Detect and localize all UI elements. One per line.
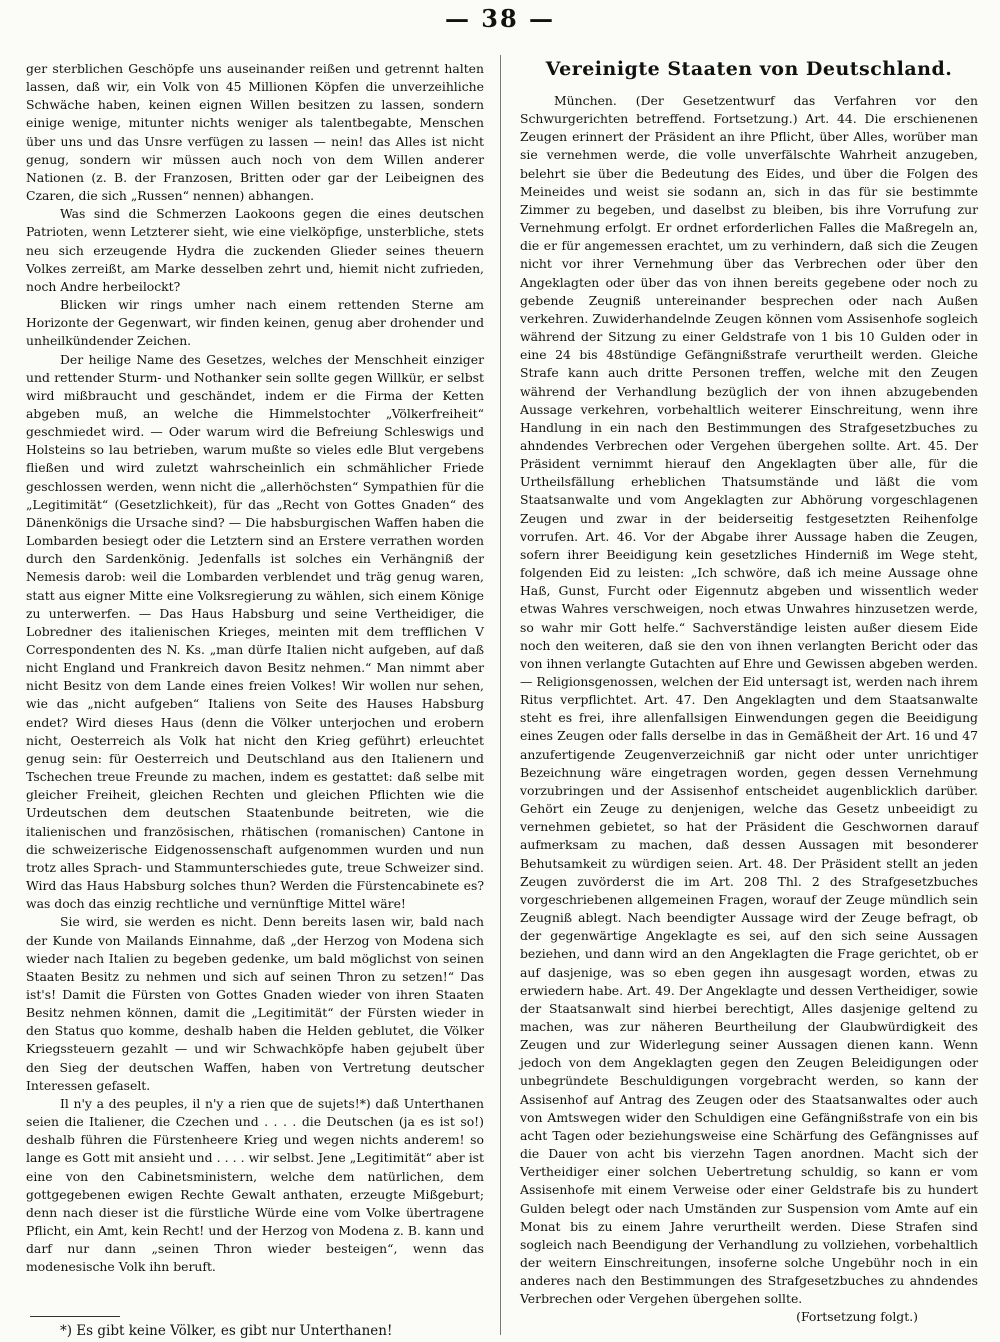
column-divider: [500, 55, 501, 1335]
left-paragraph-1: ger sterblichen Geschöpfe uns auseinander reißen und getrennt halten lassen, daß wir, ein Volk von 45 Millionen Köpfen die unverzeihliche Schwäche haben, keinen eignen Willen besitzen zu lassen, sondern einige wenige, mitunter nichts weniger als talentbegabte, Menschen über uns und das Unsre verfügen zu lassen — nein! das Alles ist nicht genug, sondern wir müssen auch noch von dem Willen anderer Nationen (z. B. der Franzosen, Britten oder gar der Leibeignen des Czaren, die sich „Russen“ nennen) abhangen.: [26, 61, 484, 204]
left-column: [26, 60, 484, 1276]
section-heading: Vereinigte Staaten von Deutschland.: [545, 58, 953, 80]
continuation-note: (Fortsetzung folgt.): [796, 1309, 918, 1325]
left-paragraph-3: Blicken wir rings umher nach einem rettenden Sterne am Horizonte der Gegenwart, wir finden keinen, genug aber drohender und unheilkündender Zeichen.: [26, 297, 484, 349]
page-number: — 38 —: [444, 4, 556, 33]
right-column: [520, 56, 978, 1327]
footnote: *) Es gibt keine Völker, es gibt nur Unterthanen!: [60, 1323, 393, 1339]
right-paragraph-1: München. (Der Gesetzentwurf das Verfahren vor den Schwurgerichten betreffend. Fortsetzung.) Art. 44. Die erschienenen Zeugen erinnert der Präsident an ihre Pflicht, über Alles, worüber man sie vernehmen werde, die volle unverfälschte Wahrheit anzugeben, belehrt sie über die Bedeutung des Eides, und über die Folgen des Meineides und weist sie sodann an, sich in das für sie bestimmte Zimmer zu begeben, und daselbst zu bleiben, bis ihre Vorrufung zur Vernehmung erfolgt. Er ordnet erforderlichen Falles die Maßregeln an, die er für angemessen erachtet, um zu verhindern, daß sich die Zeugen nicht vor ihrer Vernehmung über das Verbrechen oder über den Angeklagten oder über das von ihnen bereits gegebene oder noch zu gebende Zeugniß untereinander besprechen oder nach Außen verkehren. Zuwiderhandelnde Zeugen können vom Assisenhofe sogleich während der Sitzung zu einer Geldstrafe von 1 bis 10 Gulden oder in eine 24 bis 48stündige Gefängnißstrafe verurtheilt werden. Gleiche Strafe kann auch dritte Personen treffen, welche mit den Zeugen während der Verhandlung bezüglich der von ihnen abzugebenden Aussage verkehren, vorbehaltlich weiterer Einschreitung, wenn ihre Handlung in ein nach den Bestimmungen des Strafgesetzbuches zu ahndendes Verbrechen oder Vergehen übergehen sollte. Art. 45. Der Präsident vernimmt hierauf den Angeklagten über alle, für die Urtheilsfällung erheblichen Thatsumstände und läßt die vom Staatsanwalte und vom Angeklagten zur Abhörung vorgeschlagenen Zeugen und zwar in der beiderseitig festgesetzten Reihenfolge vorrufen. Art. 46. Vor der Abgabe ihrer Aussage haben die Zeugen, sofern ihrer Beeidigung kein gesetzliches Hinderniß im Wege steht, folgenden Eid zu leisten: „Ich schwöre, daß ich meine Aussage ohne Haß, Gunst, Furcht oder Eigennutz abgeben und wissentlich weder etwas Wahres verschweigen, noch etwas Unwahres hinzusetzen werde, so wahr mir Gott helfe.“ Sachverständige leisten außer diesem Eide noch den weiteren, daß sie den von ihnen verlangten Bericht oder das von ihnen verlangte Gutachten auf Ehre und Gewissen abgeben werden. — Religionsgenossen, welchen der Eid untersagt ist, werden nach ihrem Ritus verpflichtet. Art. 47. Den Angeklagten und dem Staatsanwalte steht es frei, ihre allenfallsigen Einwendungen gegen die Beeidigung eines Zeugen oder falls derselbe in das in Gemäßheit der Art. 16 und 47 anzufertigende Zeugenverzeichniß gar nicht oder unter unrichtiger Bezeichnung wäre eingetragen worden, gegen dessen Vernehmung vorzubringen und der Assisenhof entscheidet augenblicklich darüber. Gehört ein Zeuge zu denjenigen, welche das Gesetz unbeeidigt zu vernehmen gebietet, so hat der Präsident die Geschwornen darauf aufmerksam zu machen, daß dessen Aussagen mit besonderer Behutsamkeit zu würdigen seien. Art. 48. Der Präsident stellt an jeden Zeugen zuvörderst die im Art. 208 Thl. 2 des Strafgesetzbuches vorgeschriebenen allgemeinen Fragen, worauf der Zeuge mündlich sein Zeugniß ablegt. Nach beendigter Aussage wird der Zeuge befragt, ob der gegenwärtige Angeklagte es sei, auf den sich seine Aussagen beziehen, und dann wird an den Angeklagten die Frage gerichtet, ob er auf dasjenige, was so eben gegen ihn ausgesagt worden, etwas zu erwiedern habe. Art. 49. Der Angeklagte und dessen Vertheidiger, sowie der Staatsanwalt sind hierbei berechtigt, Alles dasjenige geltend zu machen, was zur näheren Beurtheilung der Glaubwürdigkeit des Zeugen und zur Widerlegung seiner Aussagen dienen kann. Wenn jedoch von dem Angeklagten gegen den Zeugen Beleidigungen oder unbegründete Beschuldigungen vorgebracht werden, so kann der Assisenhof auf Antrag des Zeugen oder des Staatsanwaltes oder auch von Amtswegen wider den Schuldigen eine Gefängnißstrafe von ein bis acht Tagen oder beziehungsweise eine Schärfung des Gefängnisses auf die Dauer von acht bis vierzehn Tagen anordnen. Macht sich der Vertheidiger einer solchen Uebertretung schuldig, so kann er vom Assisenhofe mit einem Verweise oder einer Geldstrafe bis zu hundert Gulden belegt oder nach Umständen zur Suspension vom Amte auf ein Monat bis zu einem Jahre verurtheilt werden. Diese Strafen sind sogleich nach Beendigung der Verhandlung zu vollziehen, vorbehaltlich der weitern Einschreitungen, insoferne solche Ungebühr noch in ein anderes nach den Bestimmungen des Strafgesetzbuches zu ahndendes Verbrechen oder Vergehen übergehen sollte.: [520, 93, 978, 1307]
footnote-divider: [30, 1316, 120, 1317]
left-paragraph-4: Der heilige Name des Gesetzes, welches der Menschheit einziger und rettender Sturm- und Nothanker sein sollte gegen Willkür, er selbst wird mißbraucht und geschändet, indem er die Firma der Ketten abgeben muß, an welche die Himmelstochter „Völkerfreiheit“ geschmiedet wird. — Oder warum wird die Befreiung Schleswigs und Holsteins so lau betrieben, warum mußte so vieles edle Blut vergebens fließen und wird zuletzt wahrscheinlich ein schmählicher Friede geschlossen werden, wenn nicht die „allerhöchsten“ Sympathien für die „Legitimität“ (Gesetzlichkeit), für das „Recht von Gottes Gnaden“ des Dänenkönigs die Ursache sind? — Die habsburgischen Waffen haben die Lombarden besiegt oder die Letztern sind an Erstere verrathen worden durch den Sardenkönig. Jedenfalls ist solches ein Verhängniß der Nemesis darob: weil die Lombarden verblendet und träg genug waren, statt aus eigner Mitte eine Volksregierung zu wählen, sich einem Könige zu unterwerfen. — Das Haus Habsburg und seine Vertheidiger, die Lobredner des italienischen Krieges, meinten mit dem trefflichen V Correspondenten des N. Ks. „man dürfe Italien nicht aufgeben, auf daß nicht England und Frankreich davon Besitz nehmen.“ Man nimmt aber nicht Besitz von dem Lande eines freien Volkes! Wir wollen nur sehen, wie das „nicht aufgeben“ Italiens von Seite des Hauses Habsburg endet? Wird dieses Haus (denn die Völker unterjochen und erobern nicht, Oesterreich als Volk hat nicht den Krieg geführt) erleuchtet genug sein: für Oesterreich und Deutschland aus den Italienern und Tschechen treue Freunde zu machen, indem es gestattet: daß selbe mit gleicher Freiheit, gleichen Rechten und gleichen Pflichten wie die Urdeutschen dem deutschen Staatenbunde beitreten, wie die italienischen und französischen, rhätischen (romanischen) Cantone in die schweizerische Eidgenossenschaft aufgenommen wurden und nun trotz alles Sprach- und Stammunterschiedes gute, treue Schweizer sind. Wird das Haus Habsburg solches thun? Werden die Fürstencabinete es? was doch das einzig rechtliche und vernünftige Mittel wäre!: [26, 351, 484, 912]
left-paragraph-5: Sie wird, sie werden es nicht. Denn bereits lasen wir, bald nach der Kunde von Mailands Einnahme, daß „der Herzog von Modena sich wieder nach Italien zu begeben gedenke, um bald möglichst von seinen Staaten Besitz zu nehmen und sich auf seinen Thron zu setzen!“ Das ist's! Damit die Fürsten von Gottes Gnaden wieder von ihren Staaten Besitz nehmen können, damit die „Legitimität“ der Fürsten wieder in den Status quo komme, deshalb haben die Helden geblutet, die Völker Kriegssteuern gezahlt — und wir Schwachköpfe haben gejubelt über den Sieg der deutschen Waffen, haben von Vertretung deutscher Interessen gefaselt.: [26, 914, 484, 1093]
left-paragraph-6: Il n'y a des peuples, il n'y a rien que de sujets!*) daß Unterthanen seien die Italiener, die Czechen und . . . . die Deutschen (ja es ist so!) deshalb führen die Fürstenheere Krieg und wegen nichts anderem! so lange es Gott mit ansieht und . . . . wir selbst. Jene „Legitimität“ aber ist eine von den Cabinetsministern, welche dem natürlichen, dem gottgegebenen ewigen Rechte Gewalt anthaten, erzeugte Mißgeburt; denn nach dieser ist die fürstliche Würde eine vom Volke übertragene Pflicht, ein Amt, kein Recht! und der Herzog von Modena z. B. kann und darf nur dann „seinen Thron wieder besteigen“, wenn das modenesische Volk ihn beruft.: [26, 1095, 484, 1275]
left-paragraph-2: Was sind die Schmerzen Laokoons gegen die eines deutschen Patrioten, wenn Letzterer sieht, wie eine vielköpfige, unsterbliche, stets neu sich erzeugende Hydra die zuckenden Glieder seines theuern Volkes zerreißt, am Marke desselben zehrt und, hiemit nicht zufrieden, noch Andre herbeilockt?: [26, 206, 484, 294]
